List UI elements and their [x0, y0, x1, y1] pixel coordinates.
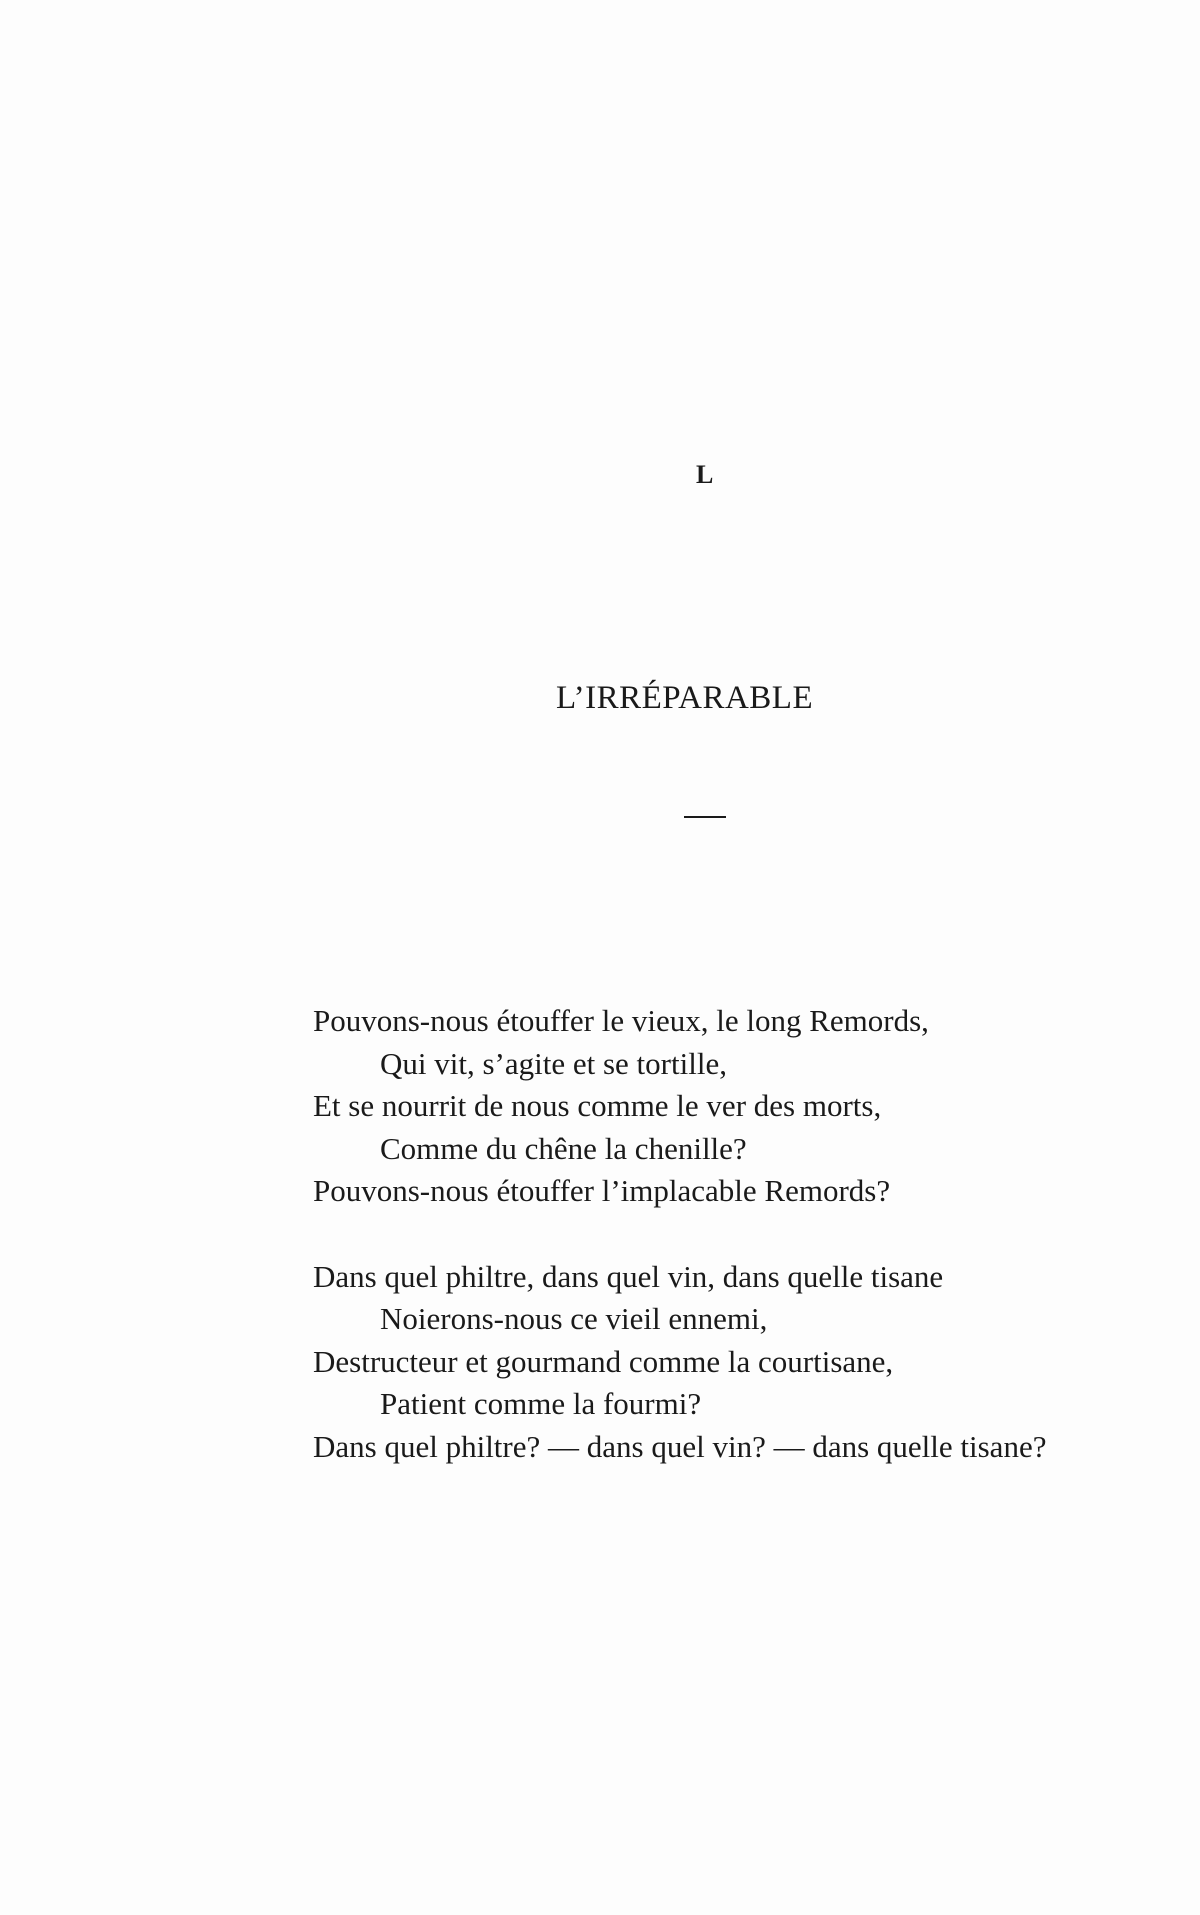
- verse-line: Dans quel philtre, dans quel vin, dans quelle tisane: [313, 1258, 944, 1294]
- title-separator-dash: [684, 816, 726, 818]
- stanza-2: [313, 1256, 1173, 1469]
- stanza-1: [313, 1000, 1173, 1213]
- poem-title: L’IRRÉPARABLE: [556, 680, 814, 716]
- verse-line: Et se nourrit de nous comme le ver des morts,: [313, 1088, 882, 1123]
- verse-line: Dans quel philtre? — dans quel vin? — dans quelle tisane?: [313, 1428, 1047, 1464]
- verse-line: Noierons-nous ce vieil ennemi,: [380, 1301, 768, 1336]
- verse-line: Pouvons-nous étouffer l’implacable Remords?: [313, 1173, 891, 1208]
- verse-line: Qui vit, s’agite et se tortille,: [380, 1045, 727, 1081]
- verse-line: Patient comme la fourmi?: [380, 1386, 702, 1421]
- poem-number: L: [696, 460, 715, 489]
- verse-line: Comme du chêne la chenille?: [380, 1130, 747, 1166]
- poem-body: [313, 1000, 1173, 1468]
- verse-line: Destructeur et gourmand comme la courtisane,: [313, 1343, 894, 1379]
- verse-line: Pouvons-nous étouffer le vieux, le long Remords,: [313, 1003, 929, 1038]
